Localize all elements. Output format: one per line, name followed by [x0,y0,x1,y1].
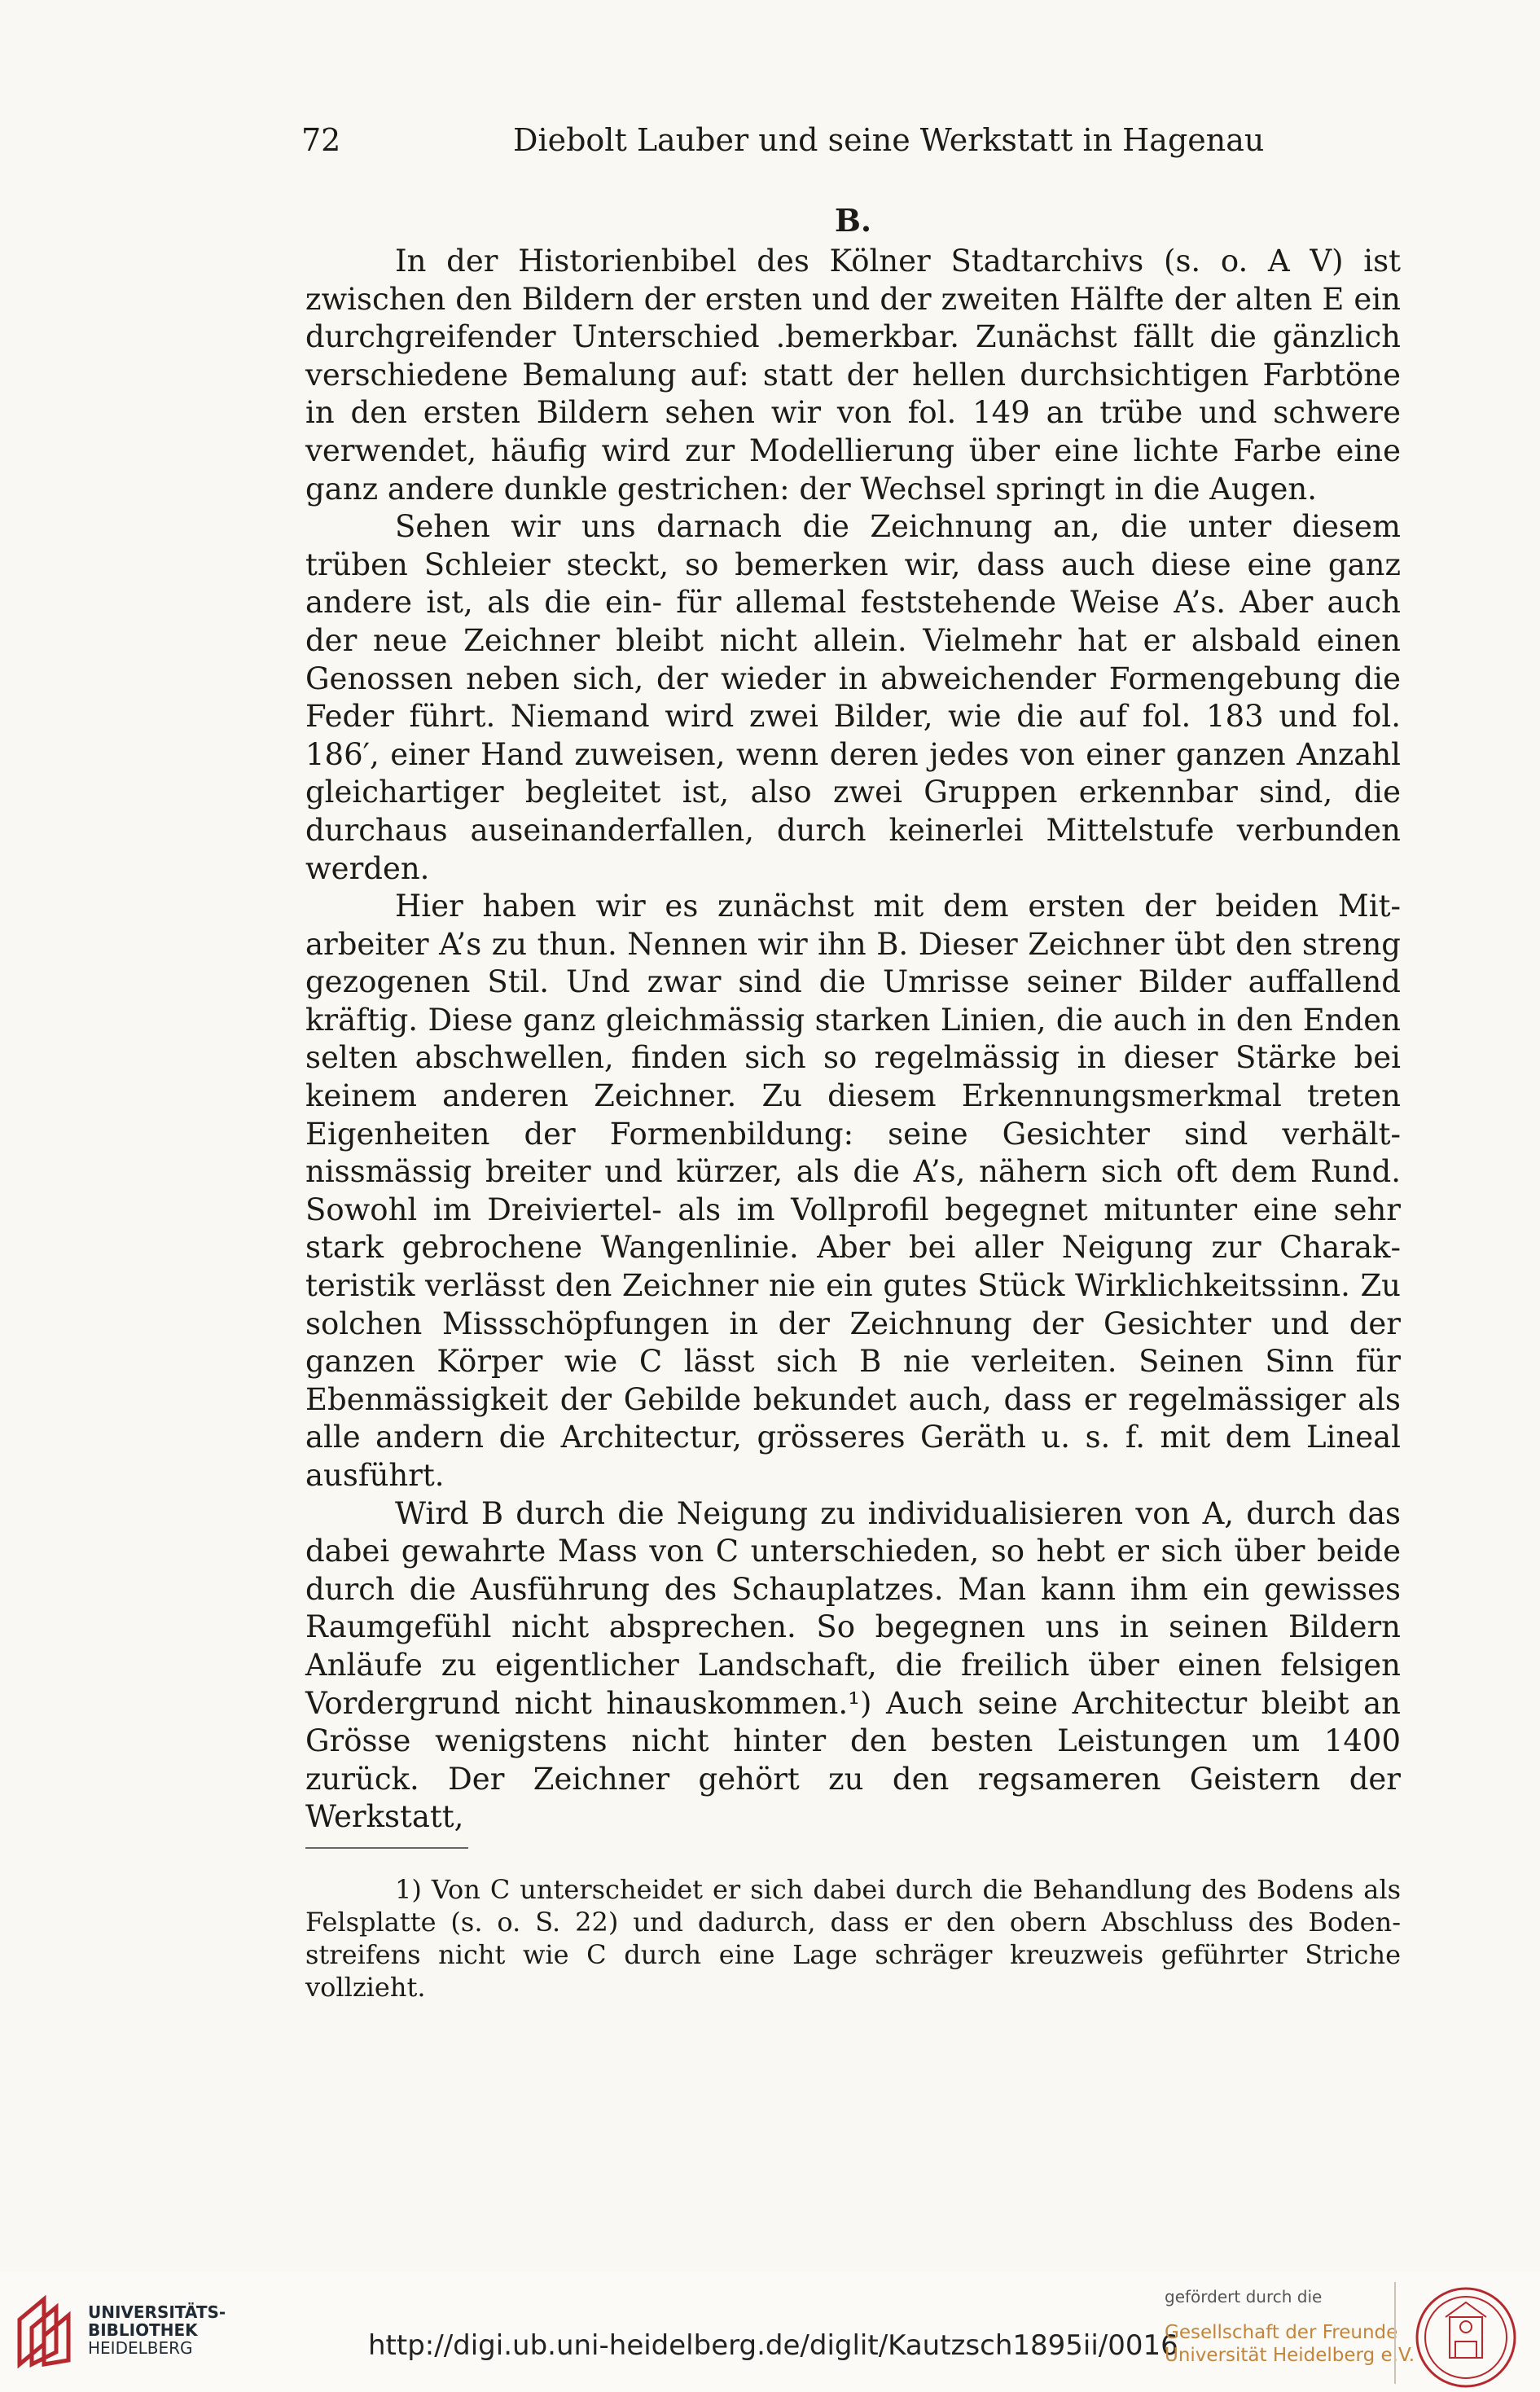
sponsor-name [1165,2321,1415,2367]
footnote-rule [305,1847,468,1849]
university-seal-icon [1413,2284,1519,2390]
footer-divider [1394,2282,1396,2384]
library-name-line: BIBLIOTHEK [88,2320,198,2340]
library-name-line: HEIDELBERG [88,2338,193,2358]
paragraph: Sehen wir uns darnach die Zeichnung an, die unter diesem trüben Schleier steckt, so bemerken wir, dass auch diese eine ganz andere ist, als die ein- für allemal feststehende Weise A’s. Aber auch der neue Zeichner bleibt nicht allein. Vielmehr hat er alsbald einen Genossen neben sich, der wieder in abweichender Formengebung die Feder führt. Niemand wird zwei Bilder, wie die auf fol. 183 und fol. 186′, einer Hand zuweisen, wenn deren jedes von einer ganzen Anzahl gleichartiger begleitet ist, also zwei Gruppen erkennbar sind, die durchaus auseinanderfallen, durch keinerlei Mittelstufe verbunden werden. [305,509,1401,886]
page-number: 72 [301,122,341,158]
paragraph: Wird B durch die Neigung zu individualisieren von A, durch das dabei gewahrte Mass von C unterschieden, so hebt er sich über beide durch die Ausführung des Schauplatzes. Man kann ihm ein gewisses Raumgefühl nicht absprechen. So begegnen uns in seinen Bildern Anläufe zu eigentlicher Landschaft, die freilich über einen felsigen Vordergrund nicht hinauskommen.¹) Auch seine Architectur bleibt an Grösse wenigstens nicht hinter den besten Leistungen um 1400 zurück. Der Zeichner gehört zu den regsameren Geistern der Werkstatt, [305,1495,1401,1835]
library-name-line: UNIVERSITÄTS- [88,2302,226,2322]
footnote: 1) Von C unterscheidet er sich dabei durch die Behandlung des Bodens als Felsplatte (s. o. S. 22) und dadurch, dass er den obern Abschluss des Bodenstreifens nicht wie C durch eine Lage schräger kreuzweis geführter Striche vollzieht. [305,1874,1401,2003]
page-header [301,122,1401,171]
paragraph: Hier haben wir es zunächst mit dem ersten der beiden Mitarbeiter A’s zu thun. Nennen wir ihn B. Dieser Zeichner übt den streng gezogenen Stil. Und zwar sind die Umrisse seiner Bilder auffallend kräftig. Diese ganz gleichmässig starken Linien, die auch in den Enden selten abschwellen, finden sich so regelmässig in dieser Stärke bei keinem anderen Zeichner. Zu diesem Erkennungsmerkmal treten Eigenheiten der Formenbildung: seine Gesichter sind verhältnissmässig breiter und kürzer, als die A’s, nähern sich oft dem Rund. Sowohl im Dreiviertel- als im Vollprofil begegnet mitunter eine sehr stark gebrochene Wangenlinie. Aber bei aller Neigung zur Charakteristik verlässt den Zeichner nie ein gutes Stück Wirklichkeitssinn. Zu solchen Missschöpfungen in der Zeichnung der Gesichter und der ganzen Körper wie C lässt sich B nie verleiten. Seinen Sinn für Ebenmässigkeit der Gebilde bekundet auch, dass er regelmässiger als alle andern die Architectur, grösseres Geräth u. s. f. mit dem Lineal ausführt. [305,889,1401,1493]
section-title: B. [834,202,872,239]
library-name [88,2303,226,2357]
digitization-footer [0,2272,1540,2392]
sponsor-name-line: Gesellschaft der Freunde [1165,2322,1398,2343]
body-text [305,243,1401,1837]
permalink[interactable]: http://digi.ub.uni-heidelberg.de/diglit/Kautzsch1895ii/0016 [368,2329,1178,2362]
running-title: Diebolt Lauber und seine Werkstatt in Hagenau [513,122,1265,158]
paragraph: In der Historienbibel des Kölner Stadtarchivs (s. o. A V) ist zwischen den Bildern der ersten und der zweiten Hälfte der alten E ein durchgreifender Unterschied .bemerkbar. Zunächst fällt die gänzlich verschiedene Bemalung auf: statt der hellen durchsichtigen Farbtöne in den ersten Bildern sehen wir von fol. 149 an trübe und schwere verwendet, häufig wird zur Modellierung über eine lichte Farbe eine ganz andere dunkle gestrichen: der Wechsel springt in die Augen. [305,244,1401,507]
sponsor-note: gefördert durch die [1165,2287,1323,2306]
sponsor-name-line: Universität Heidelberg e.V. [1165,2345,1415,2366]
library-logo-icon [11,2295,80,2370]
